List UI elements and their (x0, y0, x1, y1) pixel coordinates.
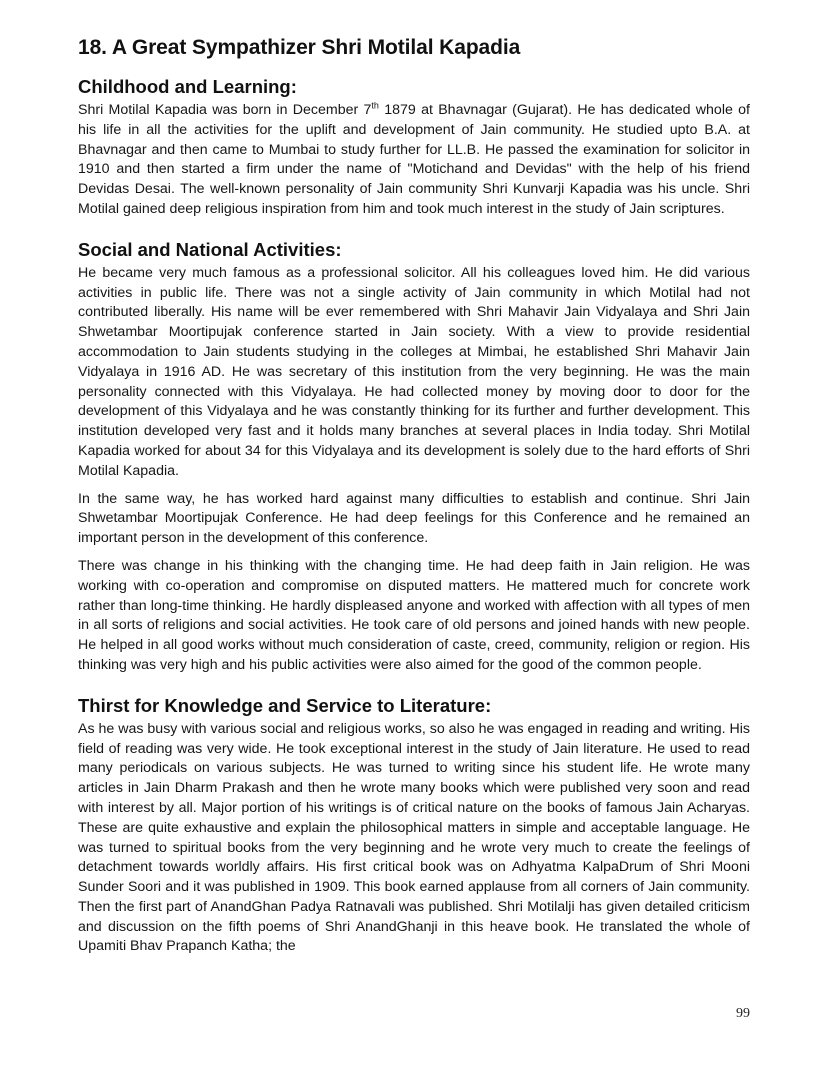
section-heading-childhood: Childhood and Learning: (78, 76, 297, 97)
section-spacer (78, 684, 750, 694)
section-spacer (78, 228, 750, 238)
chapter-title: 18. A Great Sympathizer Shri Motilal Kapadia (78, 36, 521, 59)
paragraph-social-3: There was change in his thinking with the changing time. He had deep faith in Jain religion. He was working with co-operation and compromise on disputed matters. He mattered much for concrete work rather than long-time thinking. He hardly displeased anyone and worked with affection with all types of men in all sorts of religions and social activities. He took care of old persons and joined hands with new people. He helped in all good works without much consideration of caste, creed, community, religion or region. His thinking was very high and his public activities were also aimed for the good of the common people. (78, 557, 750, 673)
paragraph-social-1: He became very much famous as a professional solicitor. All his colleagues loved him. He did various activities in public life. There was not a single activity of Jain community in which Motilal had not contributed liberally. His name will be ever remembered with Shri Mahavir Jain Vidyalaya and Shri Jain Shwetambar Moortipujak conference started in Jain society. With a view to provide residential accommodation to Jain students studying in the colleges at Mimbai, he established Shri Mahavir Jain Vidyalaya in 1916 AD. He was secretary of this institution from the very beginning. He was the main personality connected with this Vidyalaya. He had collected money by moving door to door for the development of this Vidyalaya and he was constantly thinking for its further and further development. This institution developed very fast and it holds many branches at several places in India today. Shri Motilal Kapadia worked for about 34 for this Vidyalaya and its development is solely due to the hard efforts of Shri Motilal Kapadia. (78, 264, 750, 479)
page-content (78, 34, 750, 965)
superscript-ordinal: th (371, 100, 379, 111)
paragraph-literature-1: As he was busy with various social and religious works, so also he was engaged in reading and writing. His field of reading was very wide. He took exceptional interest in the study of Jain literature. He used to read many periodicals on various subjects. He was turned to writing since his student life. He wrote many articles in Jain Dharm Prakash and then he wrote many books which were published very soon and read with interest by all. Major portion of his writings is of critical nature on the books of famous Jain Acharyas. These are quite exhaustive and explain the philosophical matters in simple and acceptable language. He was turned to spiritual books from the very beginning and he wrote very much to create the feelings of detachment towards worldly affairs. His first critical book was on Adhyatma KalpaDrum of Shri Mooni Sunder Soori and it was published in 1909. This book earned applause from all corners of Jain community. Then the first part of AnandGhan Padya Ratnavali was published. Shri Motilalji has given detailed criticism and discussion on the fifth poems of Shri AnandGhanji in this heave book. He translated the whole of Upamiti Bhav Prapanch Katha; the (78, 720, 750, 955)
paragraph-social-2: In the same way, he has worked hard against many difficulties to establish and continue. Shri Jain Shwetambar Moortipujak Conference. He had deep feelings for this Conference and he remained an important person in the development of this conference. (78, 490, 750, 547)
paragraph-childhood (78, 101, 750, 220)
section-heading-literature: Thirst for Knowledge and Service to Literature: (78, 694, 492, 716)
paragraph-text: 1879 at Bhavnagar (Gujarat). He has dedicated whole of his life in all the activities for the uplift and development of Jain community. He studied upto B.A. at Bhavnagar and then came to Mumbai to study further for LL.B. He passed the examination for solicitor in 1910 and then started a firm under the name of "Motichand and Devidas" with the help of his friend Devidas Desai. The well-known personality of Jain community Shri Kunvarji Kapadia was his uncle. Shri Motilal gained deep religious inspiration from him and took much interest in the study of Jain scriptures. (78, 102, 750, 217)
paragraph-text: Shri Motilal Kapadia was born in December 7 (78, 102, 372, 118)
section-heading-social: Social and National Activities: (78, 238, 342, 260)
page-number: 99 (736, 1006, 750, 1021)
